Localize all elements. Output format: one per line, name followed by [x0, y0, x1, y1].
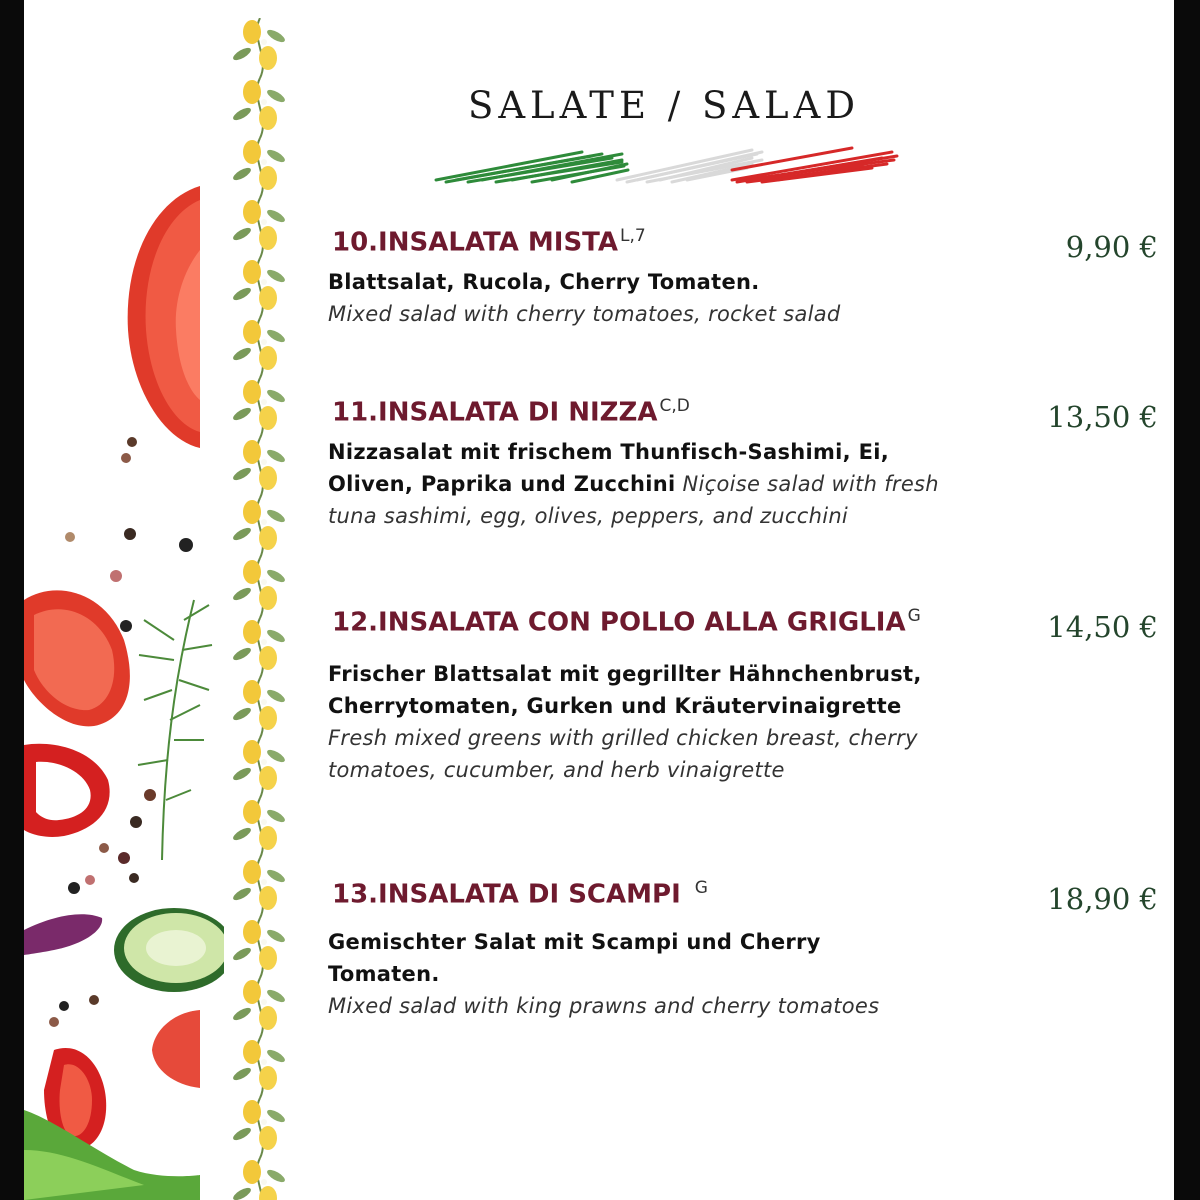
menu-page — [24, 0, 1174, 1200]
screen-left-border — [0, 0, 24, 1200]
description-english: Niçoise salad with fresh tuna sashimi, egg, olives, peppers, and zucchini — [328, 472, 939, 528]
description-english: Mixed salad with king prawns and cherry tomatoes — [328, 994, 880, 1018]
italian-flag-brushstroke-icon — [432, 140, 902, 188]
screen-right-border — [1174, 0, 1200, 1200]
description-german: Gemischter Salat mit Scampi und Cherry Tomaten. — [328, 930, 821, 986]
vegetable-illustration-icon — [24, 0, 224, 1200]
item-name: 12.INSALATA CON POLLO ALLA GRIGLIA — [332, 607, 906, 638]
item-price: 14,50 € — [1047, 610, 1158, 644]
allergen-codes: C,D — [659, 396, 690, 416]
allergen-codes: G — [694, 878, 708, 898]
item-name: 10.INSALATA MISTA — [332, 227, 619, 258]
lemon-vine-border-icon — [230, 18, 290, 1200]
allergen-codes: L,7 — [620, 226, 646, 246]
item-name: 13.INSALATA DI SCAMPI — [332, 879, 681, 910]
description-english: Fresh mixed greens with grilled chicken breast, cherry tomatoes, cucumber, and herb vinaigrette — [328, 726, 918, 782]
description-german: Frischer Blattsalat mit gegrillter Hähnchenbrust, Cherrytomaten, Gurken und Kräutervinaigrette — [328, 662, 922, 718]
item-price: 18,90 € — [1047, 882, 1158, 916]
item-price: 13,50 € — [1047, 400, 1158, 434]
description-german: Nizzasalat mit frischem Thunfisch-Sashimi, Ei, Oliven, Paprika und Zucchini — [328, 440, 889, 496]
item-name: 11.INSALATA DI NIZZA — [332, 397, 658, 428]
menu-title: SALATE / SALAD — [467, 84, 861, 127]
allergen-codes: G — [907, 606, 921, 626]
description-german: Blattsalat, Rucola, Cherry Tomaten. — [328, 270, 760, 294]
item-price: 9,90 € — [1065, 230, 1158, 264]
description-english: Mixed salad with cherry tomatoes, rocket salad — [328, 302, 841, 326]
